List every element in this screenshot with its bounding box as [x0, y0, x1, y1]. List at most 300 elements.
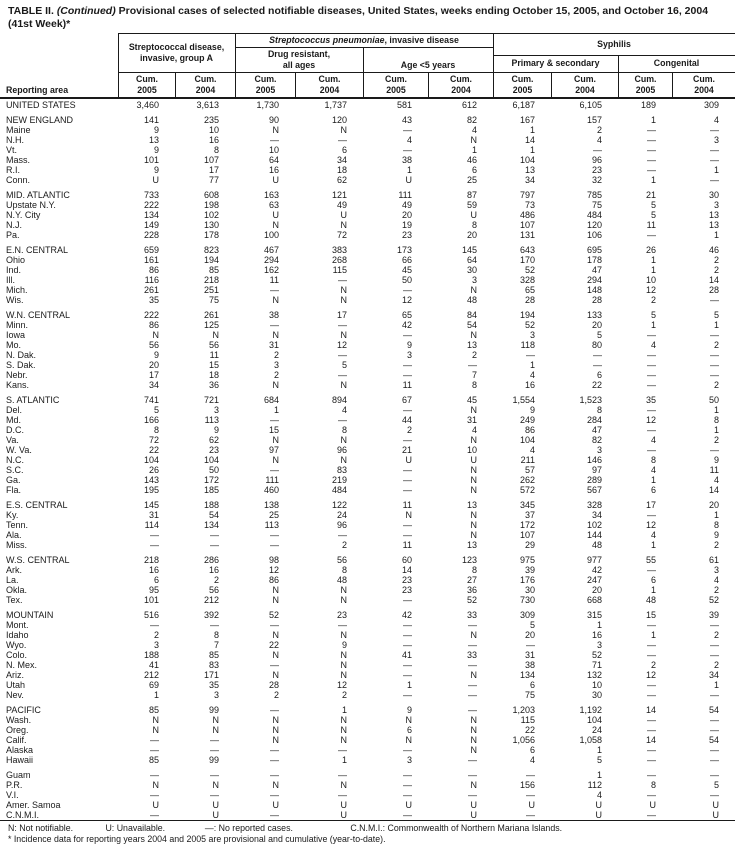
value-cell: —	[710, 620, 719, 630]
value-cell: 144	[586, 530, 602, 540]
table-row	[0, 595, 735, 605]
legend-unavailable: U: Unavailable.	[105, 823, 166, 833]
value-cell: U	[152, 175, 159, 185]
value-cell: 42	[591, 565, 602, 575]
value-cell: 84	[466, 310, 477, 320]
value-cell: 178	[203, 230, 219, 240]
table-row	[0, 265, 735, 275]
value-cell: N	[470, 510, 477, 520]
table-header	[0, 33, 735, 99]
value-cell: —	[403, 530, 412, 540]
value-cell: U	[340, 810, 347, 820]
value-cell: 57	[524, 465, 535, 475]
value-cell: 6	[650, 485, 656, 495]
column-group-primary-secondary: Primary & secondary	[511, 58, 600, 69]
value-cell: —	[403, 630, 412, 640]
column-group-strep-a	[119, 33, 234, 72]
value-cell: 43	[401, 115, 412, 125]
value-cell: 8	[213, 630, 219, 640]
table-row	[0, 755, 735, 765]
value-cell: 130	[203, 220, 219, 230]
table-row	[0, 540, 735, 550]
value-cell: N	[152, 715, 159, 725]
value-cell: —	[647, 790, 656, 800]
cum-label-line: 2005	[512, 84, 533, 95]
value-cell: 50	[708, 395, 719, 405]
value-cell: 3	[213, 405, 219, 415]
table-row	[0, 155, 735, 165]
value-cell: 261	[203, 310, 219, 320]
value-cell: —	[647, 370, 656, 380]
table-row	[0, 705, 735, 715]
value-cell: 3	[213, 690, 219, 700]
reporting-area-cell: Colo.	[6, 650, 28, 660]
value-cell: 194	[203, 255, 219, 265]
cum-label-line: Cum.	[385, 74, 407, 84]
value-cell: 194	[519, 310, 535, 320]
table-row	[0, 770, 735, 780]
drug-resistant-line2: all ages	[282, 59, 316, 70]
value-cell: N	[470, 735, 477, 745]
value-cell: 86	[148, 265, 159, 275]
reporting-area-cell: Ariz.	[6, 670, 24, 680]
footnotes	[8, 823, 730, 845]
value-cell: 115	[520, 715, 535, 725]
value-cell: —	[710, 370, 719, 380]
value-cell: 104	[519, 435, 535, 445]
value-cell: —	[270, 285, 279, 295]
value-cell: 16	[208, 565, 219, 575]
value-cell: 134	[519, 670, 535, 680]
value-cell: 2	[341, 690, 347, 700]
value-cell: N	[340, 455, 347, 465]
value-cell: 77	[208, 175, 219, 185]
table-row	[0, 650, 735, 660]
reporting-area-cell: Del.	[6, 405, 23, 415]
value-cell: —	[210, 770, 219, 780]
value-cell: 4	[341, 405, 347, 415]
value-cell: 90	[268, 115, 279, 125]
value-cell: 5	[650, 310, 656, 320]
table-row	[0, 200, 735, 210]
value-cell: 31	[466, 415, 477, 425]
value-cell: 52	[591, 650, 602, 660]
value-cell: 75	[208, 295, 219, 305]
value-cell: 17	[148, 370, 159, 380]
value-cell: U	[405, 175, 412, 185]
table-row	[0, 670, 735, 680]
value-cell: 106	[586, 230, 602, 240]
value-cell: 1	[713, 680, 719, 690]
value-cell: 118	[520, 340, 535, 350]
value-cell: 47	[591, 425, 602, 435]
value-cell: —	[210, 790, 219, 800]
rule-table-bottom	[0, 820, 735, 821]
value-cell: 131	[519, 230, 535, 240]
value-cell: —	[710, 175, 719, 185]
value-cell: —	[647, 640, 656, 650]
value-cell: —	[468, 690, 477, 700]
value-cell: —	[150, 735, 159, 745]
value-cell: 45	[401, 265, 412, 275]
value-cell: N	[272, 295, 279, 305]
value-cell: 28	[708, 285, 719, 295]
value-cell: 170	[519, 255, 535, 265]
value-cell: 25	[268, 510, 279, 520]
reporting-area-cell: Maine	[6, 125, 31, 135]
value-cell: 2	[650, 295, 656, 305]
table-row	[0, 245, 735, 255]
drug-resistant-line1: Drug resistant,	[267, 49, 331, 59]
value-cell: —	[270, 620, 279, 630]
reporting-area-cell: Ill.	[6, 275, 15, 285]
table-label: TABLE II.	[8, 5, 54, 17]
cum-label-line: Cum.	[634, 74, 657, 84]
value-cell: —	[270, 790, 279, 800]
value-cell: 2	[713, 540, 719, 550]
value-cell: 65	[524, 285, 535, 295]
value-cell: —	[210, 530, 219, 540]
value-cell: 99	[208, 755, 219, 765]
value-cell: —	[647, 230, 656, 240]
value-cell: 8	[596, 405, 602, 415]
value-cell: 102	[586, 520, 602, 530]
value-cell: 134	[203, 520, 219, 530]
value-cell: N	[212, 725, 219, 735]
value-cell: 643	[519, 245, 535, 255]
value-cell: —	[647, 350, 656, 360]
value-cell: N	[470, 670, 477, 680]
footnote-legend	[8, 823, 730, 834]
value-cell: 96	[336, 520, 347, 530]
strep-a-line2: invasive, group A	[139, 52, 213, 63]
value-cell: 12	[336, 680, 347, 690]
value-cell: 101	[143, 155, 159, 165]
reporting-area-cell: V.I.	[6, 790, 19, 800]
value-cell: 608	[203, 190, 219, 200]
reporting-area-cell: R.I.	[6, 165, 21, 175]
table-row	[0, 370, 735, 380]
value-cell: N	[340, 585, 347, 595]
value-cell: —	[338, 275, 347, 285]
table-row	[0, 680, 735, 690]
value-cell: 11	[402, 500, 412, 510]
value-cell: 222	[143, 310, 159, 320]
value-cell: N	[212, 780, 219, 790]
column-header-cum-0	[119, 72, 175, 97]
value-cell: —	[647, 145, 656, 155]
value-cell: —	[270, 705, 279, 715]
value-cell: 249	[519, 415, 535, 425]
value-cell: 188	[143, 650, 159, 660]
column-group-drug-resistant	[236, 47, 362, 72]
value-cell: N	[470, 135, 477, 145]
value-cell: N	[212, 330, 219, 340]
value-cell: 6	[529, 680, 535, 690]
value-cell: 730	[519, 595, 535, 605]
reporting-area-cell: Va.	[6, 435, 19, 445]
value-cell: 2	[713, 585, 719, 595]
reporting-area-cell: Wyo.	[6, 640, 27, 650]
value-cell: 64	[268, 155, 279, 165]
column-group-syphilis: Syphilis	[597, 38, 631, 49]
value-cell: —	[338, 770, 347, 780]
value-cell: —	[710, 360, 719, 370]
value-cell: 141	[143, 115, 159, 125]
value-cell: 2	[341, 540, 347, 550]
value-cell: 23	[336, 610, 347, 620]
value-cell: 50	[401, 275, 412, 285]
value-cell: 294	[263, 255, 279, 265]
value-cell: 2	[273, 350, 279, 360]
value-cell: 166	[143, 415, 159, 425]
value-cell: —	[647, 155, 656, 165]
reporting-area-cell: Ind.	[6, 265, 22, 275]
value-cell: 8	[341, 425, 347, 435]
value-cell: 107	[519, 220, 535, 230]
value-cell: —	[403, 620, 412, 630]
value-cell: —	[647, 715, 656, 725]
column-header-cum-9	[673, 72, 735, 97]
reporting-area-cell: W. Va.	[6, 445, 32, 455]
value-cell: 114	[144, 520, 159, 530]
value-cell: 49	[336, 200, 347, 210]
cum-label-line: Cum.	[693, 74, 715, 84]
value-cell: 1	[713, 405, 719, 415]
value-cell: 104	[203, 455, 219, 465]
table-row	[0, 360, 735, 370]
value-cell: U	[405, 800, 412, 810]
value-cell: 87	[466, 190, 477, 200]
table-row	[0, 800, 735, 810]
reporting-area-cell: N.Y. City	[6, 210, 41, 220]
value-cell: —	[338, 620, 347, 630]
value-cell: 16	[208, 135, 219, 145]
value-cell: —	[710, 350, 719, 360]
value-cell: N	[272, 585, 279, 595]
value-cell: N	[470, 745, 477, 755]
table-row	[0, 485, 735, 495]
value-cell: 22	[148, 445, 159, 455]
value-cell: 121	[331, 190, 347, 200]
value-cell: 2	[153, 630, 159, 640]
value-cell: —	[710, 725, 719, 735]
value-cell: N	[272, 630, 279, 640]
reporting-area-cell: Ala.	[6, 530, 22, 540]
value-cell: N	[470, 465, 477, 475]
value-cell: U	[470, 810, 477, 820]
table-row	[0, 230, 735, 240]
value-cell: 823	[203, 245, 219, 255]
value-cell: N	[470, 285, 477, 295]
value-cell: —	[270, 755, 279, 765]
value-cell: —	[403, 370, 412, 380]
value-cell: —	[647, 620, 656, 630]
value-cell: 113	[204, 415, 219, 425]
cum-label-line: 2005	[386, 84, 406, 95]
value-cell: —	[338, 135, 347, 145]
value-cell: 721	[203, 395, 219, 405]
value-cell: 97	[591, 465, 602, 475]
value-cell: 328	[519, 275, 535, 285]
value-cell: 975	[519, 555, 535, 565]
reporting-area-cell: P.R.	[6, 780, 23, 790]
value-cell: 6	[596, 370, 602, 380]
reporting-area-cell: Idaho	[6, 630, 29, 640]
value-cell: 25	[466, 175, 477, 185]
value-cell: 1	[650, 175, 656, 185]
value-cell: 6	[471, 165, 477, 175]
reporting-area-cell: Calif.	[6, 735, 27, 745]
value-cell: 66	[401, 255, 412, 265]
value-cell: 8	[650, 780, 656, 790]
value-cell: —	[338, 415, 347, 425]
pneumo-rest: , invasive disease	[384, 34, 459, 45]
value-cell: —	[647, 125, 656, 135]
value-cell: 167	[519, 115, 535, 125]
value-cell: 251	[203, 285, 219, 295]
value-cell: 41	[401, 650, 412, 660]
value-cell: —	[338, 790, 347, 800]
column-header-cum-6	[494, 72, 551, 97]
value-cell: 10	[645, 275, 656, 285]
value-cell: —	[150, 770, 159, 780]
value-cell: 9	[153, 165, 159, 175]
value-cell: 145	[461, 245, 477, 255]
value-cell: U	[528, 800, 535, 810]
table-row	[0, 310, 735, 320]
value-cell: —	[403, 330, 412, 340]
value-cell: 218	[143, 555, 159, 565]
value-cell: 8	[713, 415, 719, 425]
week-line: (41st Week)*	[8, 18, 71, 30]
reporting-area-cell: PACIFIC	[6, 705, 41, 715]
value-cell: —	[270, 745, 279, 755]
value-cell: 116	[144, 275, 159, 285]
value-cell: 484	[586, 210, 602, 220]
table-row	[0, 135, 735, 145]
value-cell: 1	[406, 680, 412, 690]
value-cell: —	[647, 565, 656, 575]
value-cell: 185	[203, 485, 219, 495]
value-cell: 7	[213, 640, 219, 650]
value-cell: 95	[148, 585, 159, 595]
value-cell: 96	[591, 155, 602, 165]
value-cell: 1	[713, 510, 719, 520]
value-cell: 4	[713, 475, 719, 485]
value-cell: U	[405, 455, 412, 465]
value-cell: 28	[591, 295, 602, 305]
value-cell: 9	[213, 425, 219, 435]
value-cell: 10	[466, 445, 477, 455]
value-cell: 39	[708, 610, 719, 620]
value-cell: 6,105	[579, 100, 602, 110]
value-cell: 156	[519, 780, 535, 790]
value-cell: 247	[586, 575, 602, 585]
value-cell: N	[340, 735, 347, 745]
value-cell: —	[710, 770, 719, 780]
value-cell: 3	[713, 565, 719, 575]
value-cell: 1	[650, 630, 656, 640]
value-cell: 5	[341, 360, 347, 370]
value-cell: —	[710, 445, 719, 455]
value-cell: 36	[208, 380, 219, 390]
value-cell: —	[403, 475, 412, 485]
value-cell: 62	[208, 435, 219, 445]
value-cell: 176	[519, 575, 535, 585]
reporting-area-cell: Mich.	[6, 285, 28, 295]
table-row	[0, 610, 735, 620]
reporting-area-cell: NEW ENGLAND	[6, 115, 74, 125]
value-cell: 222	[143, 200, 159, 210]
value-cell: —	[270, 465, 279, 475]
value-cell: U	[212, 810, 219, 820]
column-header-cum-4	[364, 72, 428, 97]
value-cell: N	[212, 715, 219, 725]
value-cell: 54	[466, 320, 477, 330]
value-cell: 1	[650, 540, 656, 550]
value-cell: —	[647, 690, 656, 700]
value-cell: —	[710, 145, 719, 155]
value-cell: 2	[471, 350, 477, 360]
reporting-area-cell: MID. ATLANTIC	[6, 190, 70, 200]
value-cell: 4	[650, 465, 656, 475]
value-cell: 6	[406, 725, 412, 735]
value-cell: 8	[471, 380, 477, 390]
value-cell: N	[405, 510, 412, 520]
value-cell: 14	[645, 705, 656, 715]
value-cell: 6	[529, 745, 535, 755]
value-cell: —	[526, 640, 535, 650]
value-cell: 56	[336, 555, 347, 565]
table-row	[0, 520, 735, 530]
value-cell: 75	[524, 690, 535, 700]
title-text: Provisional cases of selected notifiable diseases, United States, weeks ending October 15, 2005, and October 16, 2004	[118, 5, 709, 17]
value-cell: 3	[406, 350, 412, 360]
value-cell: 894	[331, 395, 347, 405]
value-cell: 2	[713, 255, 719, 265]
reporting-area-cell: Utah	[6, 680, 26, 690]
value-cell: 50	[208, 465, 219, 475]
reporting-area-cell: La.	[6, 575, 19, 585]
value-cell: —	[403, 770, 412, 780]
column-header-cum-1	[176, 72, 235, 97]
value-cell: N	[340, 780, 347, 790]
value-cell: 289	[586, 475, 602, 485]
value-cell: 1	[406, 165, 412, 175]
value-cell: 24	[591, 725, 602, 735]
value-cell: 35	[148, 295, 159, 305]
value-cell: 61	[708, 555, 719, 565]
value-cell: 516	[143, 610, 159, 620]
table-row	[0, 395, 735, 405]
value-cell: N	[470, 330, 477, 340]
value-cell: 1	[529, 360, 535, 370]
reporting-area-cell: Oreg.	[6, 725, 29, 735]
value-cell: 20	[524, 630, 535, 640]
value-cell: U	[340, 800, 347, 810]
value-cell: 6,187	[512, 100, 535, 110]
value-cell: 30	[708, 190, 719, 200]
value-cell: 143	[143, 475, 159, 485]
value-cell: 3	[596, 445, 602, 455]
value-cell: 294	[586, 275, 602, 285]
cum-label-line: Cum.	[136, 74, 158, 84]
value-cell: 39	[524, 565, 535, 575]
value-cell: 8	[213, 145, 219, 155]
value-cell: 16	[591, 630, 602, 640]
value-cell: —	[468, 770, 477, 780]
